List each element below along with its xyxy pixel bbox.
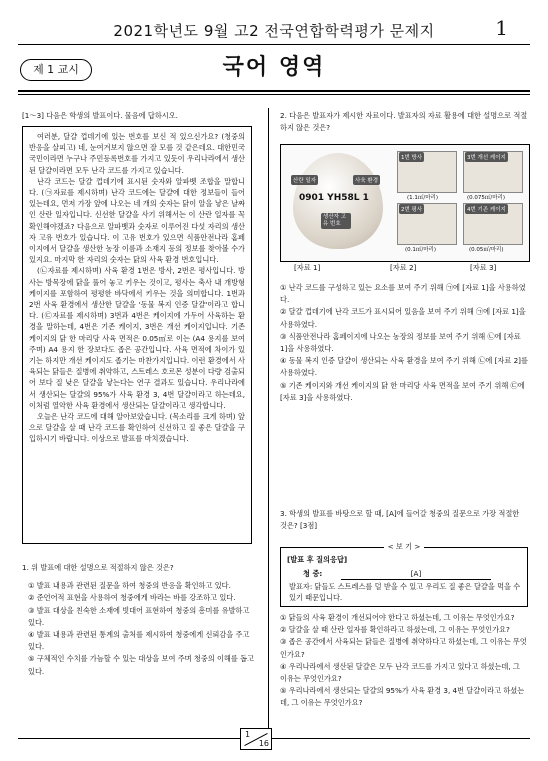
question-stem: 1. 위 발표에 대한 설명으로 적절하지 않은 것은?	[22, 563, 174, 572]
passage-paragraph: (㉡자료를 제시하며) 사육 환경 1번은 방사, 2번은 평사입니다. 방사는 방목장에 닭을 풀어 놓고 키우는 것이고, 평사는 축사 내 개방형 케이지를 포함하여 평평한 바닥에서 키우는 것을 의미합니다. 1번과 2번 사육 환경에서 생산한 달걀을 '동물 복지 인증 달걀'이라고 합니다. (㉢자료를 제시하며) 3번과 4번은 케이지에 가두어 사육하는 환경을 말하는데, 4번은 기존 케이지, 3번은 개선 케이지입니다. 기존 케이지의 닭 한 마리당 사육 면적은 0.05㎡로 이는 (A4 용지를 보여 주며) A4 용지 한 장보다도 좁은 공간입니다. 사육 면적에 차이가 있기는 하지만 개선 케이지도 좁기는 마찬가지입니다. 이런 환경에서 사육되는 닭들은 질병에 취약하고, 스트레스 호르몬 성분이 다량 검출되어 보다 질 낮은 달걀을 낳는다는 연구 결과도 있습니다. 우리나라에서 생산되는 달걀의 95%가 사육 환경 3, 4번 달걀이라고 하는데요, 이처럼 열악한 사육 환경에서 생산되는 달걀이라고 생각합니다.	[29, 266, 245, 410]
egg-label: 사육 환경	[353, 175, 380, 185]
choice-item[interactable]: ⑤ 기존 케이지와 개선 케이지의 닭 한 마리당 사육 면적을 보여 주기 위해 ㉢에 [자료 3]을 사용하였다.	[280, 380, 525, 402]
passage-paragraph: 오늘은 난각 코드에 대해 알아보았습니다. (목소리를 크게 하며) 앞으로 달걀을 살 때 난각 코드를 확인하여 신선하고 질 좋은 달걀을 구입하시기 바랍니다. 이상으로 발표를 마치겠습니다.	[29, 412, 245, 444]
subject-rule	[18, 90, 530, 92]
cage-title-2: 2번 평사	[399, 204, 424, 214]
choice-item[interactable]: ④ 동물 복지 인증 달걀이 생산되는 사육 환경을 보여 주기 위해 ㉡에 [자료 2]를 사용하였다.	[280, 356, 528, 378]
figure-ref-1: [자료 1]	[294, 263, 321, 272]
choice-item[interactable]: ③ 발표 대상을 친숙한 소재에 빗대어 표현하여 청중의 흥미를 유발하고 있다.	[28, 605, 250, 627]
choice-item[interactable]: ④ 발표 내용과 관련된 통계의 출처를 제시하여 청중에게 신뢰감을 주고 있다.	[28, 630, 250, 652]
reference-box-label: < 보 기 >	[384, 542, 425, 551]
choice-item[interactable]: ⑤ 우리나라에서 생산되는 달걀의 95%가 사육 환경 3, 4번 달걀이라고 하셨는데, 그 이유는 무엇인가요?	[280, 686, 525, 708]
page-indicator	[240, 728, 272, 750]
blank-a: [A]	[341, 568, 491, 580]
choice-item[interactable]: ③ 식품안전나라 홈페이지에 나오는 농장의 정보를 보여 주기 위해 ㉡에 [자료 1]을 사용하였다.	[280, 331, 521, 354]
egg-label: 생산자 고유 번호	[321, 213, 351, 229]
passage-paragraph: 여러분, 달걀 껍데기에 있는 번호를 보신 적 있으신가요? (청중의 반응을 살피고) 네, 눈여겨보지 않으면 잘 모를 것 같은데요. 대한민국 국민이라면 누구나 주민등록번호를 가지고 있듯이 우리나라에서 생산된 달걀이라면 모두 난각 코드를 가지고 있습니다.	[29, 132, 245, 175]
choice-item[interactable]: ① 닭들의 사육 환경이 개선되어야 한다고 하셨는데, 그 이유는 무엇인가요?	[280, 613, 515, 622]
choice-item[interactable]: ② 준언어적 표현을 사용하여 청중에게 바라는 바를 강조하고 있다.	[28, 593, 236, 603]
speech-passage	[22, 126, 252, 544]
cage-title-3: 3번 개선 케이지	[465, 152, 508, 162]
intro-line: [1～3] 다음은 학생의 발표이다. 물음에 답하시오.	[22, 111, 178, 120]
figure-ref-2: [자료 2]	[390, 263, 417, 272]
question-3-choices	[280, 612, 528, 710]
egg-figure	[280, 144, 530, 262]
choice-item[interactable]: ② 달걀을 살 때 산란 일자를 확인하라고 하셨는데, 그 이유는 무엇인가요?	[280, 625, 510, 635]
audience-label: 청 중:	[303, 569, 323, 578]
column-divider	[268, 108, 269, 736]
reference-box-title: [발표 후 질의응답]	[287, 555, 348, 564]
egg-label: 산란 일자	[291, 175, 318, 185]
question-2-choices	[280, 282, 528, 404]
subject-title: 국어 영역	[222, 55, 326, 80]
cage-caption-3: (0.075㎡/마리)	[467, 195, 506, 201]
footer-rule	[18, 738, 530, 739]
exam-title: 2021학년도 9월 고2 전국연합학력평가 문제지	[113, 22, 435, 40]
header-rule	[18, 44, 530, 45]
choice-item[interactable]: ① 난각 코드를 구성하고 있는 요소를 보여 주기 위해 ㉠에 [자료 1]을 사용하였다.	[280, 283, 526, 305]
cage-title-4: 4번 기존 케이지	[465, 204, 508, 214]
page-number: 1	[495, 16, 508, 40]
page-indicator-total: 16	[258, 739, 269, 748]
question-3-stem: 3. 학생의 발표를 바탕으로 할 때, [A]에 들어갈 청중의 질문으로 가장 적절한 것은? [3점]	[280, 509, 520, 531]
period-badge: 제 1 교시	[20, 59, 92, 81]
choice-item[interactable]: ① 발표 내용과 관련된 질문을 하여 청중의 반응을 확인하고 있다.	[28, 581, 231, 591]
choice-item[interactable]: ④ 우리나라에서 생산된 달걀은 모두 난각 코드를 가지고 있다고 하셨는데, 그 이유는 무엇인가요?	[280, 661, 520, 684]
choice-item[interactable]: ⑤ 구체적인 수치를 가늠할 수 있는 대상을 보여 주며 청중의 이해를 돕고 있다.	[28, 654, 254, 676]
page-indicator-current: 1	[245, 730, 251, 739]
question-2-stem: 2. 다음은 발표자가 제시한 자료이다. 발표자의 자료 활용에 대한 설명으로 적절하지 않은 것은?	[280, 111, 528, 133]
question-1	[22, 562, 254, 678]
reference-box	[280, 542, 528, 607]
presenter-answer: 발표자: 닭들도 스트레스를 덜 받을 수 있고 우리도 질 좋은 달걀을 먹을 수 있기 때문입니다.	[289, 582, 521, 602]
cage-caption-2: (0.1㎡/마리)	[405, 247, 437, 253]
figure-ref-3: [자료 3]	[470, 263, 497, 272]
choice-item[interactable]: ② 달걀 껍데기에 난각 코드가 표시되어 있음을 보여 주기 위해 ㉠에 [자료 1]을 사용하였다.	[280, 307, 526, 329]
passage-paragraph: 난각 코드는 달걀 껍데기에 표시된 숫자와 알파벳 조합을 말합니다. (㉠자료를 제시하며) 난각 코드에는 달걀에 대한 정보들이 들어 있는데요, 먼저 가장 앞에 나오는 네 개의 숫자는 닭이 알을 낳은 날짜인 산란 일자입니다. 신선한 달걀을 사기 위해서는 이 산란 일자를 꼭 확인해야겠죠? 다음으로 알파벳과 숫자로 이루어진 다섯 자리의 생산자 고유 번호가 있습니다. 이 고유 번호가 있으면 식품안전나라 홈페이지에서 달걀을 생산한 농장 이름과 소재지 등의 정보를 찾아볼 수가 있지요. 마지막 한 자리의 숫자는 닭의 사육 환경 번호입니다.	[29, 176, 245, 265]
subject-rule-thin	[18, 94, 530, 95]
cage-title-1: 1번 방사	[399, 152, 424, 162]
cage-caption-1: (1.1㎡/마리)	[407, 195, 439, 201]
choice-item[interactable]: ③ 좁은 공간에서 사육되는 닭들은 질병에 취약하다고 하셨는데, 그 이유는 무엇인가요?	[280, 637, 527, 659]
egg-code: 0901 YH58L 1	[299, 193, 369, 203]
cage-caption-4: (0.05㎡/마리)	[469, 247, 504, 253]
